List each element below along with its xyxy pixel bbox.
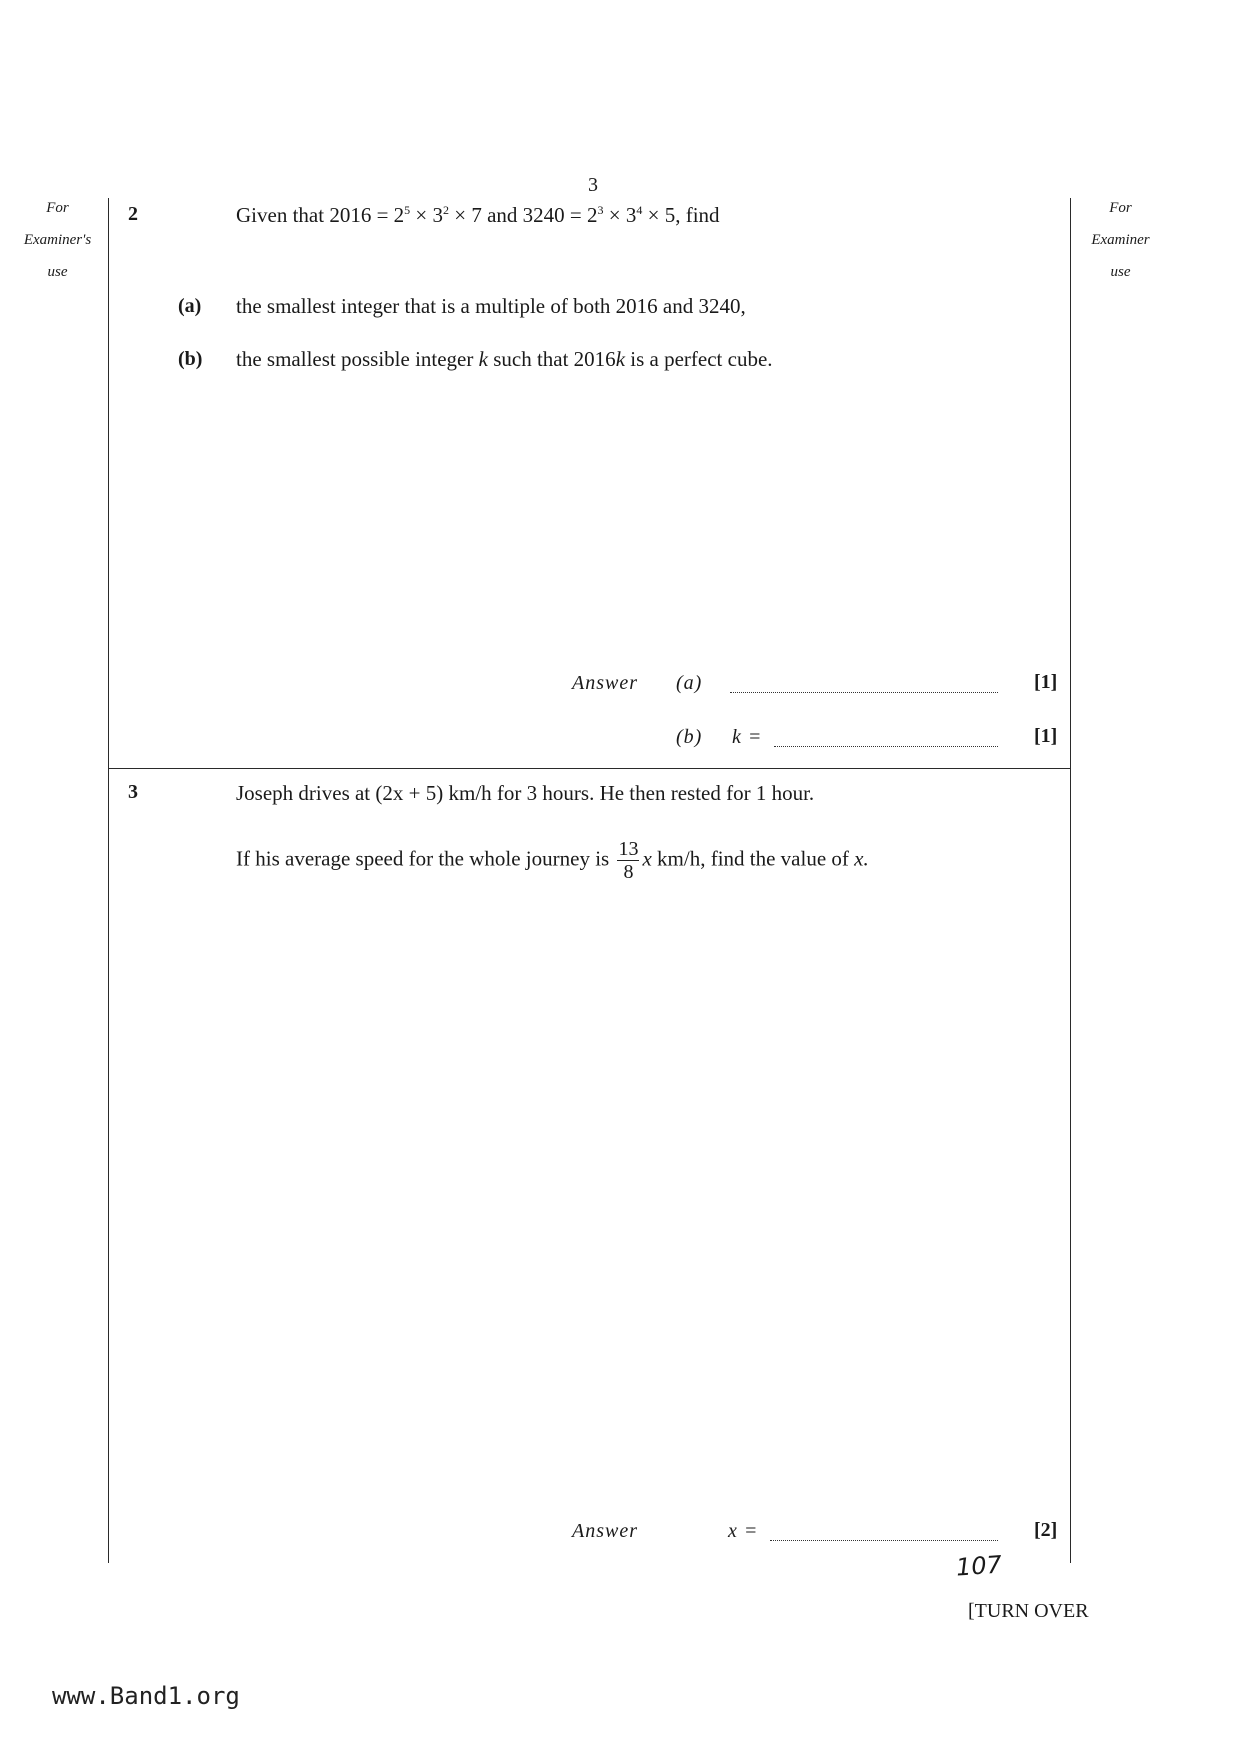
- q3-answer-var: x =: [728, 1520, 759, 1542]
- q2-answer-a-marks: [1]: [1034, 671, 1058, 693]
- right-examiner-line1: For: [1109, 200, 1132, 216]
- q3-answer-field[interactable]: [770, 1520, 998, 1541]
- left-examiner-line1: For: [46, 200, 69, 216]
- q2-answer-a-field[interactable]: [730, 672, 998, 693]
- q2-answer-b-var: k =: [732, 726, 763, 748]
- q3-answer-label: Answer: [572, 1520, 638, 1542]
- q2-math-3240: $3240 = 2^3 \times 3^4 \times 5$: [522, 203, 676, 227]
- q3-line-1: Joseph drives at (2x + 5) km/h for 3 hours. He then rested for 1 hour.: [236, 781, 815, 805]
- q2-part-b-label: (b): [178, 348, 203, 370]
- q2-answer-label: Answer: [572, 672, 638, 694]
- question-3-number: 3: [128, 781, 138, 803]
- right-examiner-line2: Examiner: [1091, 232, 1150, 248]
- q3-speed-expression: (2x + 5): [375, 781, 444, 805]
- q3-average-speed-fraction: $\frac{13}{8}$: [618, 838, 639, 883]
- page-number: 3: [588, 174, 598, 196]
- left-examiner-line3: use: [47, 264, 68, 280]
- right-margin-rule: [1070, 198, 1071, 1563]
- left-examiner-line2: Examiner's: [23, 232, 92, 248]
- left-margin-rule: [108, 198, 109, 1563]
- right-examiner-note: [1078, 192, 1163, 288]
- q2-answer-b-marks: [1]: [1034, 725, 1058, 747]
- handwritten-note: 107: [955, 1550, 1003, 1582]
- q2-answer-a-label: (a): [676, 672, 703, 694]
- q2-answer-b-label: (b): [676, 726, 703, 748]
- q2-part-a-text: the smallest integer that is a multiple of both 2016 and 3240,: [236, 294, 746, 318]
- q2-intro-prefix: Given that: [236, 203, 325, 227]
- question-2-number: 2: [128, 203, 138, 225]
- q2-part-b-text: the smallest possible integer k such that 2016k is a perfect cube.: [236, 347, 773, 371]
- q2-math-2016: $2016 = 2^5 \times 3^2 \times 7$: [329, 203, 482, 227]
- question-2-intro: [236, 203, 720, 228]
- q2-answer-b-field[interactable]: [774, 726, 998, 747]
- question-divider: [108, 768, 1070, 769]
- turn-over-label: [TURN OVER: [968, 1600, 1089, 1622]
- q2-part-a-label: (a): [178, 295, 202, 317]
- website-url: www.Band1.org: [52, 1682, 240, 1710]
- q2-intro-suffix: , find: [675, 203, 720, 227]
- q3-line-2: If his average speed for the whole journey is $\frac{13}{8}$ x km/h, find the value of x.: [236, 838, 869, 883]
- left-examiner-note: [10, 192, 105, 288]
- right-examiner-line3: use: [1110, 264, 1131, 280]
- q2-intro-and: and: [487, 203, 518, 227]
- q3-answer-marks: [2]: [1034, 1519, 1058, 1541]
